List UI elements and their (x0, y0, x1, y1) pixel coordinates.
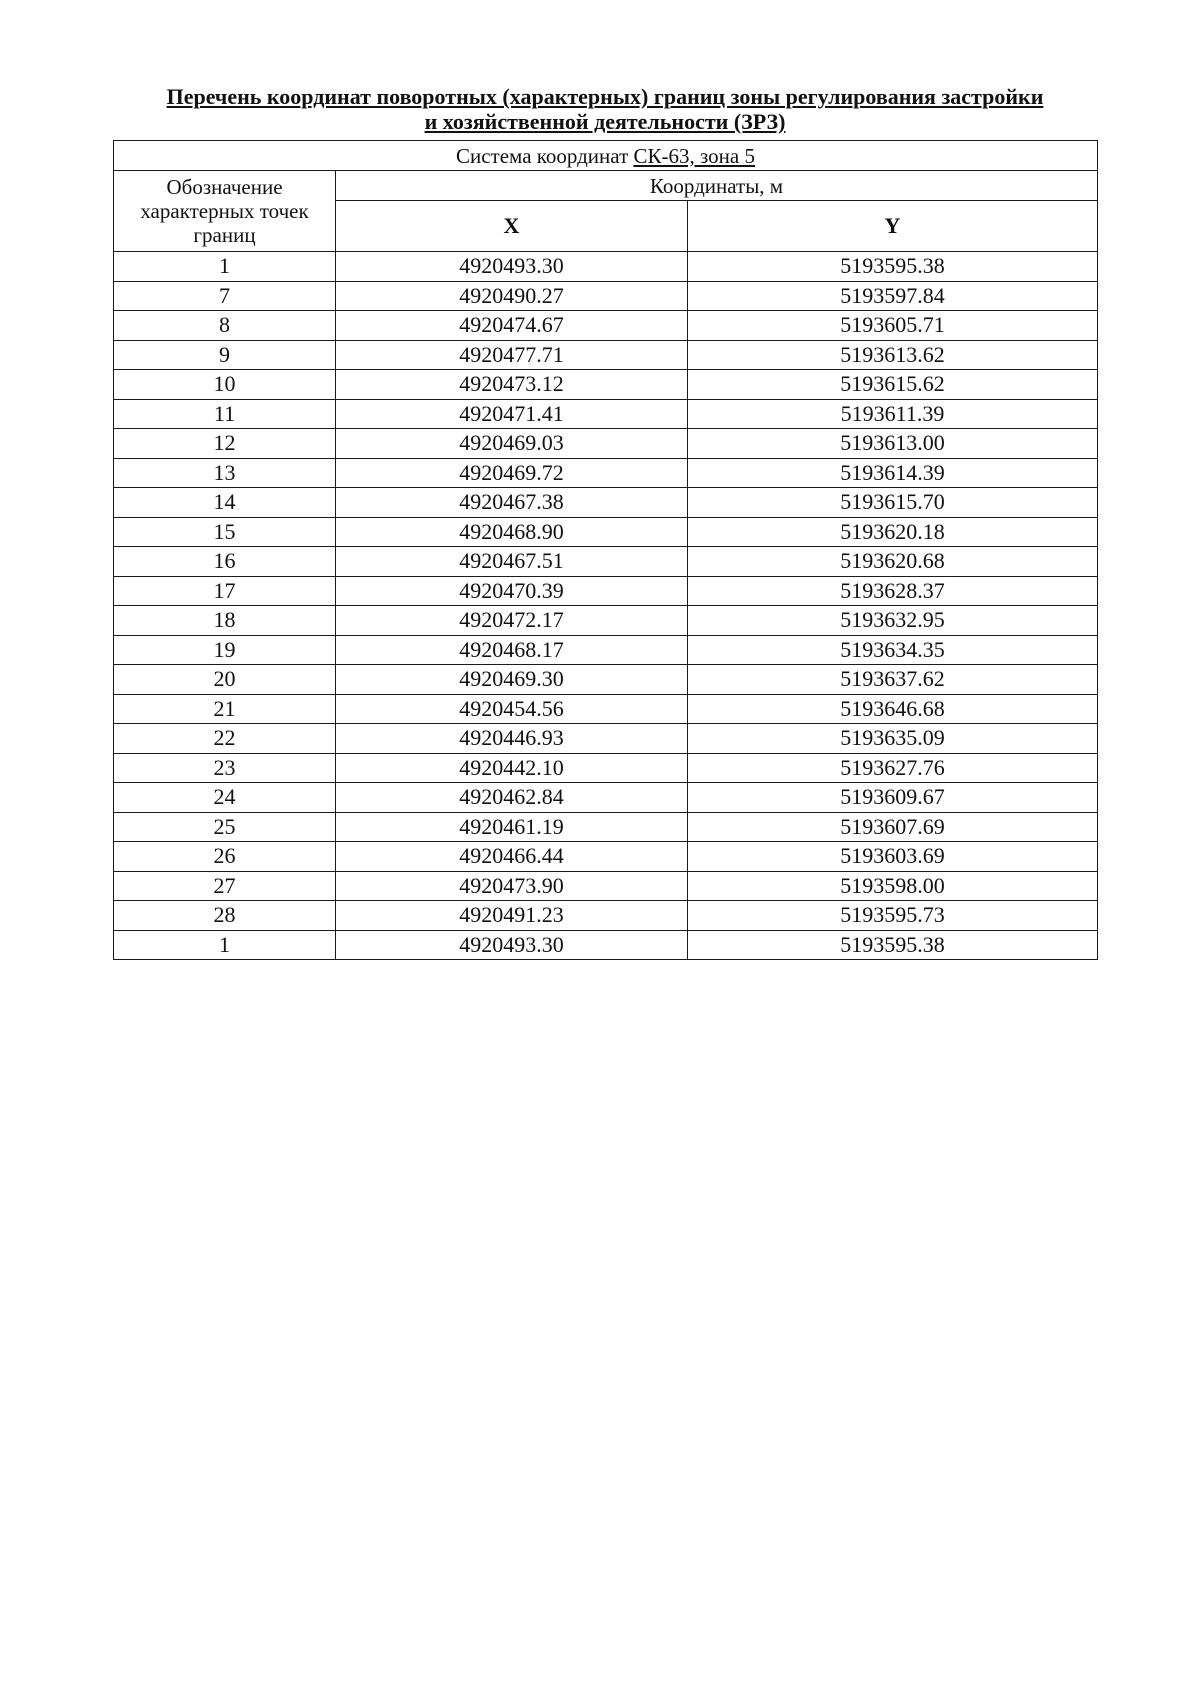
cell-x: 4920469.03 (336, 429, 688, 459)
cell-y: 5193634.35 (688, 635, 1098, 665)
coordinates-header: Координаты, м (336, 171, 1098, 201)
cell-point: 22 (114, 724, 336, 754)
cell-point: 8 (114, 311, 336, 341)
cell-y: 5193628.37 (688, 576, 1098, 606)
cell-x: 4920462.84 (336, 783, 688, 813)
cell-x: 4920493.30 (336, 930, 688, 960)
table-row (114, 871, 1098, 901)
cell-y: 5193646.68 (688, 694, 1098, 724)
title-line-2: и хозяйственной деятельности (ЗРЗ) (424, 109, 786, 134)
title-line-1: Перечень координат поворотных (характерных) границ зоны регулирования застройки (166, 84, 1044, 109)
coordinate-system-prefix: Система координат (455, 143, 634, 168)
cell-y: 5193620.68 (688, 547, 1098, 577)
table-row (114, 370, 1098, 400)
cell-y: 5193635.09 (688, 724, 1098, 754)
table-row (114, 517, 1098, 547)
header-row (114, 171, 1098, 201)
cell-point: 26 (114, 842, 336, 872)
cell-y: 5193615.70 (688, 488, 1098, 518)
cell-y: 5193597.84 (688, 281, 1098, 311)
table-row (114, 842, 1098, 872)
point-header: Обозначение характерных точек границ (114, 171, 336, 252)
cell-y: 5193595.38 (688, 252, 1098, 282)
cell-x: 4920454.56 (336, 694, 688, 724)
cell-y: 5193627.76 (688, 753, 1098, 783)
cell-x: 4920468.17 (336, 635, 688, 665)
cell-point: 9 (114, 340, 336, 370)
cell-x: 4920466.44 (336, 842, 688, 872)
cell-y: 5193632.95 (688, 606, 1098, 636)
cell-point: 7 (114, 281, 336, 311)
table-row (114, 724, 1098, 754)
cell-point: 12 (114, 429, 336, 459)
cell-point: 28 (114, 901, 336, 931)
cell-x: 4920491.23 (336, 901, 688, 931)
coordinate-system-row (114, 141, 1098, 171)
cell-x: 4920469.30 (336, 665, 688, 695)
cell-y: 5193605.71 (688, 311, 1098, 341)
cell-y: 5193620.18 (688, 517, 1098, 547)
table-row (114, 930, 1098, 960)
cell-point: 14 (114, 488, 336, 518)
cell-x: 4920474.67 (336, 311, 688, 341)
cell-x: 4920446.93 (336, 724, 688, 754)
cell-y: 5193637.62 (688, 665, 1098, 695)
cell-point: 19 (114, 635, 336, 665)
cell-x: 4920461.19 (336, 812, 688, 842)
cell-y: 5193613.00 (688, 429, 1098, 459)
table-row (114, 576, 1098, 606)
cell-y: 5193607.69 (688, 812, 1098, 842)
table-row (114, 429, 1098, 459)
table-row (114, 281, 1098, 311)
table-row (114, 783, 1098, 813)
cell-point: 23 (114, 753, 336, 783)
cell-point: 24 (114, 783, 336, 813)
table-row (114, 252, 1098, 282)
cell-x: 4920490.27 (336, 281, 688, 311)
cell-point: 25 (114, 812, 336, 842)
coordinate-system-name: СК-63, зона 5 (633, 143, 755, 168)
y-header: Y (688, 201, 1098, 252)
cell-y: 5193614.39 (688, 458, 1098, 488)
cell-point: 27 (114, 871, 336, 901)
table-row (114, 488, 1098, 518)
table-row (114, 458, 1098, 488)
cell-y: 5193609.67 (688, 783, 1098, 813)
cell-y: 5193598.00 (688, 871, 1098, 901)
table-row (114, 606, 1098, 636)
cell-y: 5193595.38 (688, 930, 1098, 960)
document-title (100, 84, 1110, 134)
cell-x: 4920470.39 (336, 576, 688, 606)
table-row (114, 812, 1098, 842)
cell-y: 5193613.62 (688, 340, 1098, 370)
cell-point: 21 (114, 694, 336, 724)
cell-y: 5193615.62 (688, 370, 1098, 400)
cell-x: 4920473.12 (336, 370, 688, 400)
cell-point: 10 (114, 370, 336, 400)
cell-x: 4920493.30 (336, 252, 688, 282)
table-row (114, 694, 1098, 724)
cell-point: 15 (114, 517, 336, 547)
cell-point: 11 (114, 399, 336, 429)
cell-y: 5193603.69 (688, 842, 1098, 872)
table-row (114, 665, 1098, 695)
cell-x: 4920471.41 (336, 399, 688, 429)
coordinates-table (113, 140, 1098, 960)
table-row (114, 399, 1098, 429)
cell-x: 4920467.51 (336, 547, 688, 577)
table-row (114, 311, 1098, 341)
cell-x: 4920473.90 (336, 871, 688, 901)
cell-point: 17 (114, 576, 336, 606)
cell-point: 13 (114, 458, 336, 488)
coordinate-system-cell (114, 141, 1098, 171)
cell-x: 4920442.10 (336, 753, 688, 783)
table-row (114, 753, 1098, 783)
cell-x: 4920477.71 (336, 340, 688, 370)
table-row (114, 901, 1098, 931)
table-row (114, 635, 1098, 665)
cell-x: 4920467.38 (336, 488, 688, 518)
cell-x: 4920469.72 (336, 458, 688, 488)
cell-point: 1 (114, 252, 336, 282)
table-row (114, 547, 1098, 577)
cell-y: 5193611.39 (688, 399, 1098, 429)
cell-x: 4920472.17 (336, 606, 688, 636)
cell-point: 18 (114, 606, 336, 636)
cell-x: 4920468.90 (336, 517, 688, 547)
table-row (114, 340, 1098, 370)
x-header: X (336, 201, 688, 252)
cell-point: 20 (114, 665, 336, 695)
cell-point: 16 (114, 547, 336, 577)
cell-y: 5193595.73 (688, 901, 1098, 931)
cell-point: 1 (114, 930, 336, 960)
